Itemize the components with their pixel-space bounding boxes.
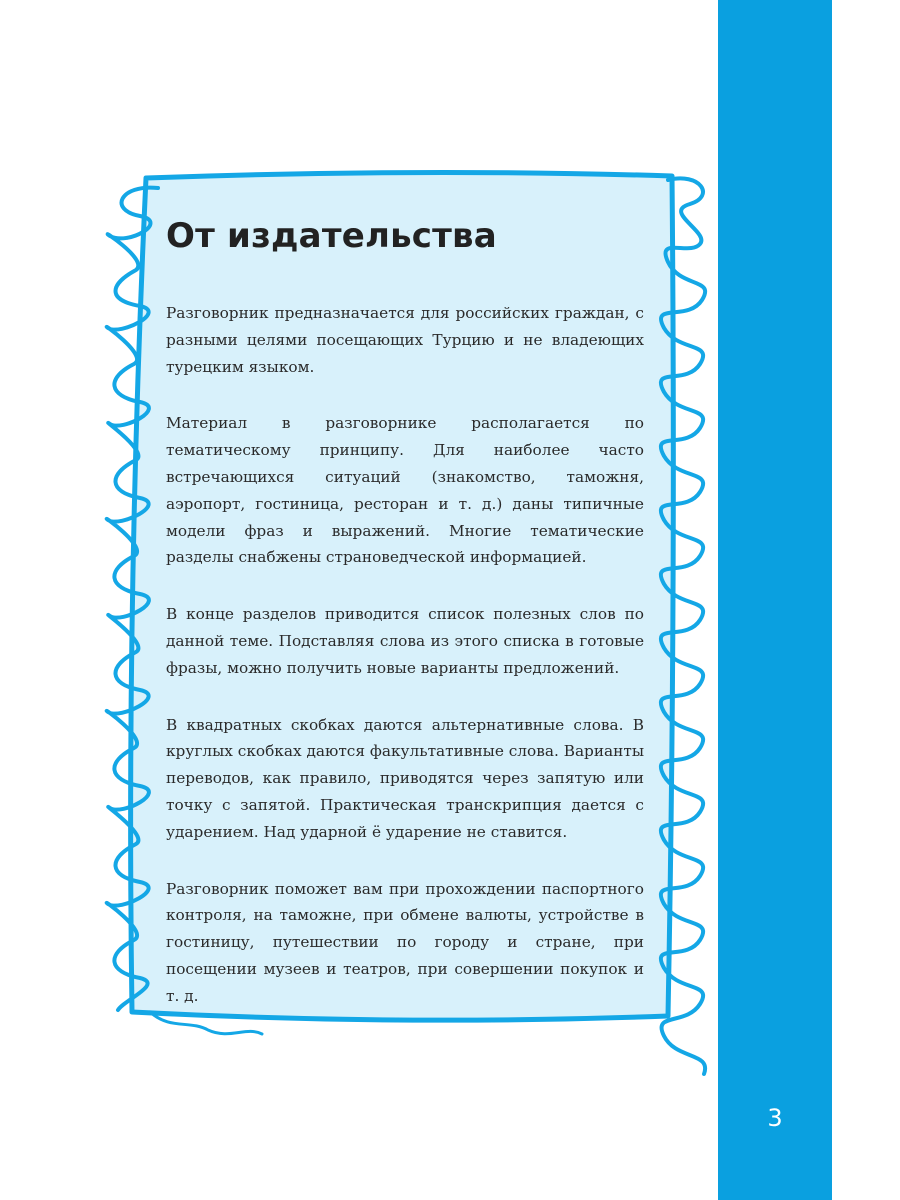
paragraph-word-lists: В конце разделов приводится список полезных слов по данной теме. Подставляя слова из этого списка в готовые фразы, можно получить новые варианты предложений. <box>166 605 644 677</box>
content-area <box>166 216 644 1040</box>
paragraph-brackets: В квадратных скобках даются альтернативные слова. В круглых скобках даются факультативные слова. Варианты переводов, как правило, приводятся через запятую или точку с запятой. Практическая транскрипция дается с ударением. Над ударной ё ударение не ставится. <box>166 715 644 841</box>
paragraph-purpose: Разговорник предназначается для российских граждан, с разными целями посещающих Турцию и не владеющих турецким языком. <box>166 304 644 376</box>
page-title: От издательства <box>166 216 497 256</box>
page-number: 3 <box>767 1104 783 1132</box>
paragraph-usage: Разговорник поможет вам при прохождении паспортного контроля, на таможне, при обмене валюты, устройстве в гостиницу, путешествии по городу и стране, при посещении музеев и театров, при совершении покупок и т. д. <box>166 879 644 1005</box>
paragraph-material: Материал в разговорнике располагается по тематическому принципу. Для наиболее часто встречающихся ситуаций (знакомство, таможня, аэропорт, гостиница, ресторан и т. д.) даны типичные модели фраз и выражений. Многие тематические разделы снабжены страноведческой информацией. <box>166 414 644 567</box>
